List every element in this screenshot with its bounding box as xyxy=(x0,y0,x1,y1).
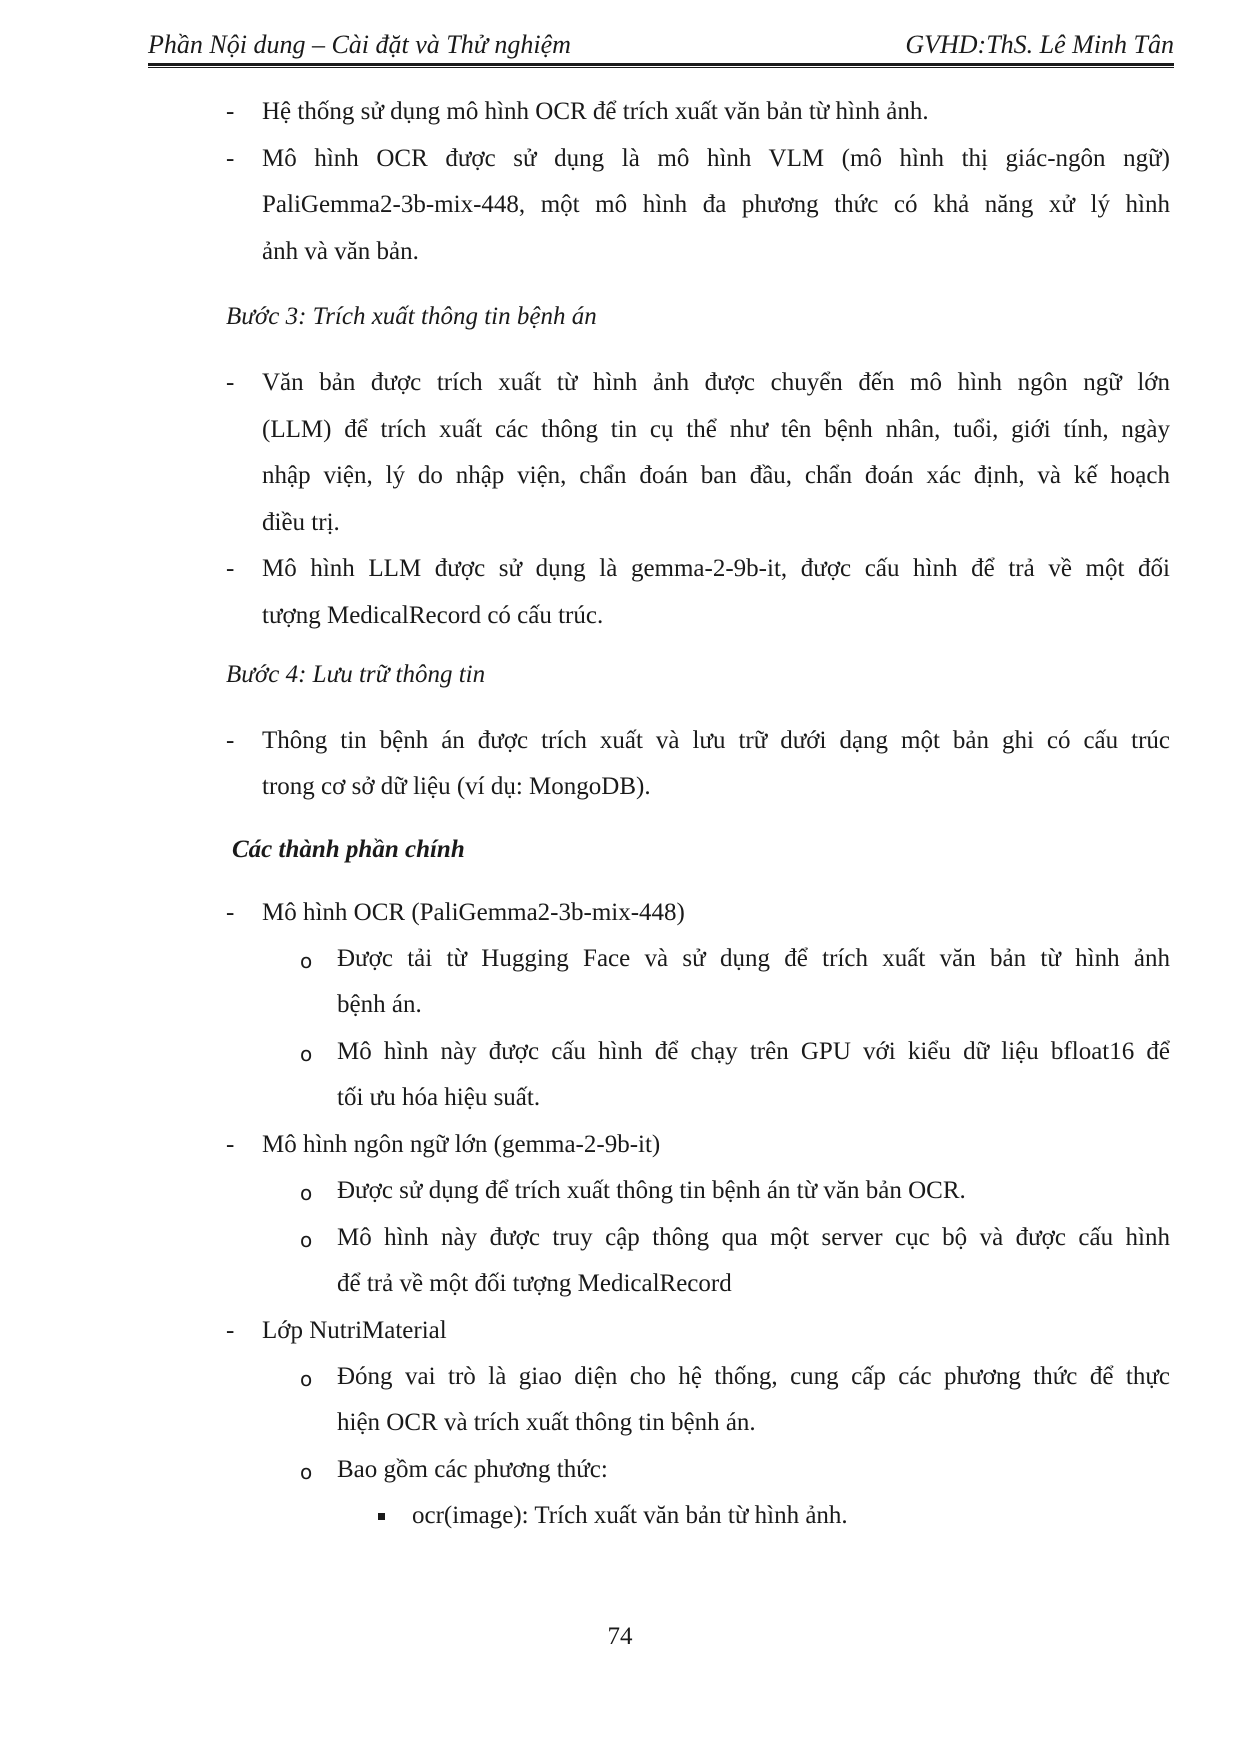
nutri-sub1-line-1: Đóng vai trò là giao diện cho hệ thống, cung cấp các phương thức để thực xyxy=(337,1363,1170,1390)
storage-line-2: trong cơ sở dữ liệu (ví dụ: MongoDB). xyxy=(262,773,651,800)
ocr-sub2-line-1: Mô hình này được cấu hình để chạy trên GPU với kiểu dữ liệu bfloat16 để xyxy=(337,1038,1170,1065)
llm-sub2-line-1: Mô hình này được truy cập thông qua một server cục bộ và được cấu hình xyxy=(337,1224,1170,1251)
circle-bullet: o xyxy=(300,949,313,973)
step3-heading: Bước 3: Trích xuất thông tin bệnh án xyxy=(226,303,597,330)
circle-bullet: o xyxy=(300,1042,313,1066)
ocr-model-title: Mô hình OCR (PaliGemma2-3b-mix-448) xyxy=(262,899,685,926)
header-rule-thin xyxy=(148,67,1174,68)
header-section-title: Phần Nội dung – Cài đặt và Thử nghiệm xyxy=(148,30,571,59)
components-heading: Các thành phần chính xyxy=(232,836,465,863)
circle-bullet: o xyxy=(300,1228,313,1252)
llm-model-title: Mô hình ngôn ngữ lớn (gemma-2-9b-it) xyxy=(262,1131,661,1158)
nutri-class-title: Lớp NutriMaterial xyxy=(262,1317,447,1344)
vlm-line-3: ảnh và văn bản. xyxy=(262,238,419,265)
dash-bullet: - xyxy=(226,1317,235,1344)
vlm-line-1: Mô hình OCR được sử dụng là mô hình VLM (mô hình thị giác-ngôn ngữ) xyxy=(262,145,1170,172)
ocr-sub2-line-2: tối ưu hóa hiệu suất. xyxy=(337,1084,541,1111)
storage-line-1: Thông tin bệnh án được trích xuất và lưu trữ dưới dạng một bản ghi có cấu trúc xyxy=(262,727,1170,754)
ocr-method-line: ocr(image): Trích xuất văn bản từ hình ảnh. xyxy=(412,1502,848,1529)
llm-extract-line-2: (LLM) để trích xuất các thông tin cụ thể như tên bệnh nhân, tuổi, giới tính, ngày xyxy=(262,416,1170,443)
llm-sub2-line-2: để trả về một đối tượng MedicalRecord xyxy=(337,1270,732,1297)
page-number: 74 xyxy=(607,1623,633,1650)
header-rule xyxy=(148,63,1174,66)
dash-bullet: - xyxy=(226,369,235,396)
llm-sub1-line: Được sử dụng để trích xuất thông tin bệnh án từ văn bản OCR. xyxy=(337,1177,966,1204)
ocr-system-line: Hệ thống sử dụng mô hình OCR để trích xuất văn bản từ hình ảnh. xyxy=(262,98,929,125)
gemma-config-line-1: Mô hình LLM được sử dụng là gemma-2-9b-it, được cấu hình để trả về một đối xyxy=(262,555,1170,582)
dash-bullet: - xyxy=(226,98,235,125)
llm-extract-line-4: điều trị. xyxy=(262,509,340,536)
dash-bullet: - xyxy=(226,555,235,582)
page-header xyxy=(148,26,1174,62)
header-supervisor: GVHD:ThS. Lê Minh Tân xyxy=(905,30,1174,59)
ocr-sub1-line-2: bệnh án. xyxy=(337,991,422,1018)
dash-bullet: - xyxy=(226,1131,235,1158)
nutri-sub1-line-2: hiện OCR và trích xuất thông tin bệnh án. xyxy=(337,1409,756,1436)
square-bullet-icon xyxy=(378,1513,385,1520)
circle-bullet: o xyxy=(300,1460,313,1484)
dash-bullet: - xyxy=(226,727,235,754)
gemma-config-line-2: tượng MedicalRecord có cấu trúc. xyxy=(262,602,604,629)
step4-heading: Bước 4: Lưu trữ thông tin xyxy=(226,661,486,688)
ocr-sub1-line-1: Được tải từ Hugging Face và sử dụng để trích xuất văn bản từ hình ảnh xyxy=(337,945,1170,972)
dash-bullet: - xyxy=(226,145,235,172)
circle-bullet: o xyxy=(300,1181,313,1205)
dash-bullet: - xyxy=(226,899,235,926)
vlm-line-2: PaliGemma2-3b-mix-448, một mô hình đa phương thức có khả năng xử lý hình xyxy=(262,191,1170,218)
llm-extract-line-1: Văn bản được trích xuất từ hình ảnh được chuyển đến mô hình ngôn ngữ lớn xyxy=(262,369,1170,396)
llm-extract-line-3: nhập viện, lý do nhập viện, chẩn đoán ban đầu, chẩn đoán xác định, và kế hoạch xyxy=(262,462,1170,489)
circle-bullet: o xyxy=(300,1367,313,1391)
nutri-sub2-line: Bao gồm các phương thức: xyxy=(337,1456,608,1483)
